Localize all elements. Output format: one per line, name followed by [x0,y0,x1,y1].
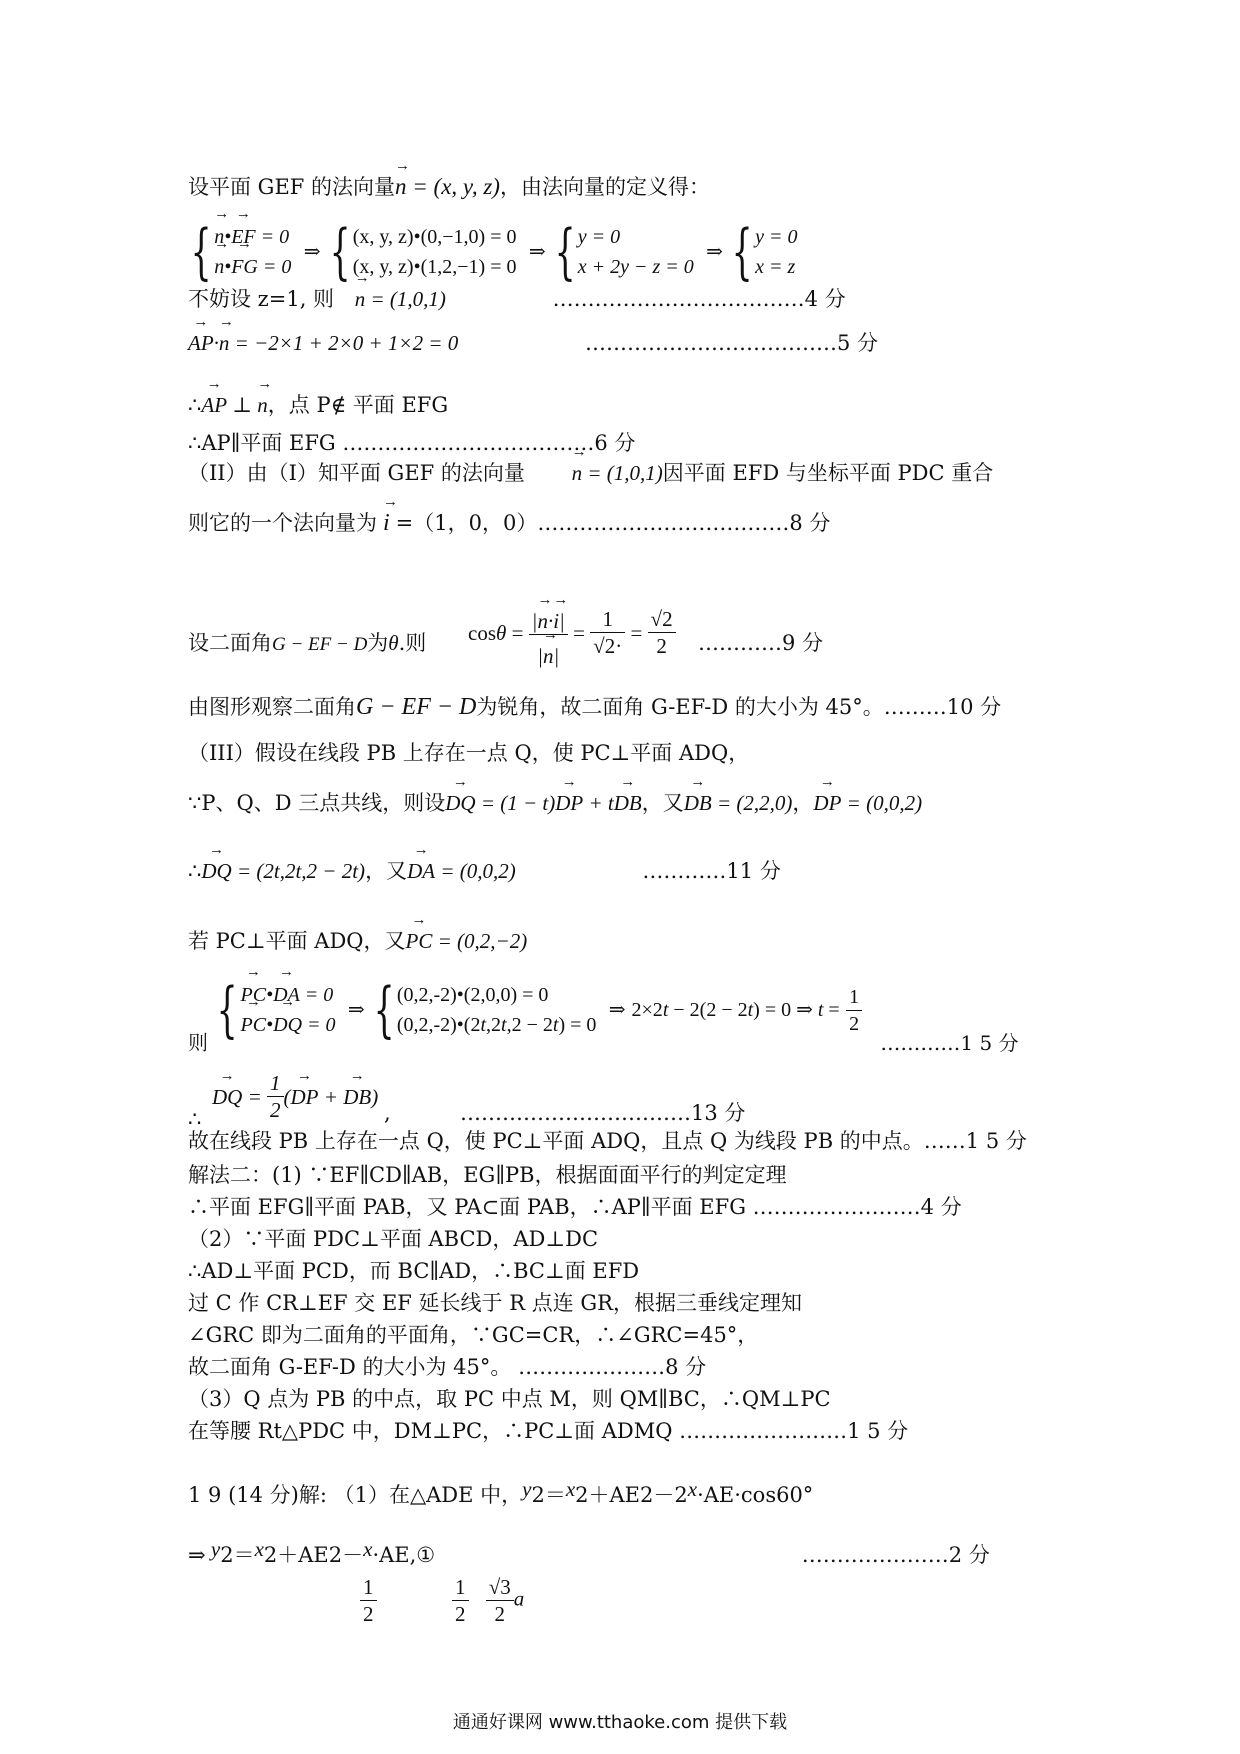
text-line: ∴AP∥平面 EFG ………………………………6 分 [188,431,636,455]
text-line: ∴→ DQ = (2t,2t,2 − 2t)，又→ DA = (0,0,2) …………11 分 [188,858,781,884]
text-line: （III）假设在线段 PB 上存在一点 Q，使 PC⊥平面 ADQ， [188,741,750,765]
math-expression: → n = (1,0,1) [355,287,446,311]
text-line: 1 9 (14 分)解: （1）在△ADE 中，y2＝x2＋AE2－2x·AE·cos60° [188,1477,814,1507]
text-line: 由图形观察二面角G − EF − D为锐角，故二面角 G-EF-D 的大小为 45°。………10 分 [188,694,1002,720]
text-line: 不妨设 z=1, 则 → n = (1,0,1) ………………………………4 分 [188,286,846,312]
equation-system: {→ n•→ EF = 0 → n•→ FG = 0 ⇒ { (x, y, z)•(0,−1,0) = 0 (x, y, z)•(1,2,−1) = 0 ⇒ { y = 0 x + 2y − z = 0 ⇒ { y = 0 x = z [188,222,798,282]
text-line: ∴平面 EFG∥平面 PAB，又 PA⊂面 PAB，∴AP∥平面 EFG ……………………4 分 [188,1195,962,1219]
text-line: 则它的一个法向量为 → i =（1，0，0）………………………………8 分 [188,510,830,536]
text-line: 故二面角 G-EF-D 的大小为 45°。 …………………8 分 [188,1355,707,1379]
text-line: ⇒ y2＝x2＋AE2－x·AE,① …………………2 分 [188,1537,990,1567]
text-line: （2）∵平面 PDC⊥平面 ABCD，AD⊥DC [188,1227,599,1251]
text-line: 解法二：(1) ∵EF∥CD∥AB，EG∥PB，根据面面平行的判定定理 [188,1163,787,1187]
text-line: ∠GRC 即为二面角的平面角，∵GC=CR，∴∠GRC=45°， [188,1323,759,1347]
text-line: 故在线段 PB 上存在一点 Q，使 PC⊥平面 ADQ，且点 Q 为线段 PB 的中点。……1 5 分 [188,1129,1027,1153]
math-expression: cosθ = $\frac{|\to n\cdot\to i|}{|\to n|}$ = $\frac{1}{√2\cdot}$ = $\frac{√2}{2}$ [468,596,676,669]
text-line: 过 C 作 CR⊥EF 交 EF 延长线于 R 点连 GR，根据三垂线定理知 [188,1291,802,1315]
math-expression: → i [377,510,396,536]
text-line: 设平面 GEF 的法向量→ n = (x, y, z)，由法向量的定义得： [188,174,710,200]
fraction-fragment: $\frac{1}{2}$ [360,1574,377,1627]
fraction-fragment: $\frac{1}{2}$ $\frac{√3}{2}$ a [452,1574,524,1627]
text-line: （II）由（I）知平面 GEF 的法向量 → n = (1,0,1)因平面 EFD 与坐标平面 PDC 重合 [188,460,993,486]
equation-system: 则 {→ PC•→ DA = 0 → PC•→ DQ = 0 ⇒ { (0,2,-2)•(2,0,0) = 0 (0,2,-2)•(2t,2t,2 − 2t) = 0 ⇒ 2×2t − 2(2 − 2t) = 0 ⇒ t = $\frac{1}{2}$ …………1 5 分 [188,980,1019,1056]
math-expression: → DQ = $\frac{1}{2}$ (→ DP + → DB) [212,1070,378,1123]
text-line: ∴AD⊥平面 PCD，而 BC∥AD，∴BC⊥面 EFD [188,1259,640,1283]
math-expression: → n = (1,0,1) [572,461,663,485]
math-expression: → DQ = (2t,2t,2 − 2t) [201,859,365,883]
math-expression: → DP = (0,0,2) [813,791,922,815]
math-expression: → DA = (0,0,2) [407,859,516,883]
math-expression: → AP ⊥ → n [201,393,267,417]
text-line: → AP·→ n = −2×1 + 2×0 + 1×2 = 0 ………………………………5 分 [188,330,878,356]
math-expression: → PC = (0,2,−2) [406,929,528,953]
page-footer: 通通好课网 www.tthaoke.com 提供下载 [452,1712,788,1733]
text-line: ∵P、Q、D 三点共线，则设→ DQ = (1 − t)→ DP + t→ DB，又→ DB = (2,2,0)，→ DP = (0,0,2) [188,790,922,816]
text-line: 若 PC⊥平面 ADQ，又→ PC = (0,2,−2) [188,928,527,954]
math-expression: → AP·→ n = −2×1 + 2×0 + 1×2 = 0 [188,331,458,355]
text-line: 在等腰 Rt△PDC 中，DM⊥PC，∴PC⊥面 ADMQ ……………………1 5 分 [188,1419,909,1443]
text-line: （3）Q 点为 PB 的中点，取 PC 中点 M，则 QM∥BC，∴QM⊥PC [188,1387,831,1411]
math-expression: → DQ = (1 − t)→ DP + t→ DB [445,791,642,815]
math-expression: → n = (x, y, z) [395,174,500,199]
text-line: ∴→ AP ⊥ → n，点 P∉ 平面 EFG [188,392,448,418]
math-expression: → DB = (2,2,0) [684,791,793,815]
